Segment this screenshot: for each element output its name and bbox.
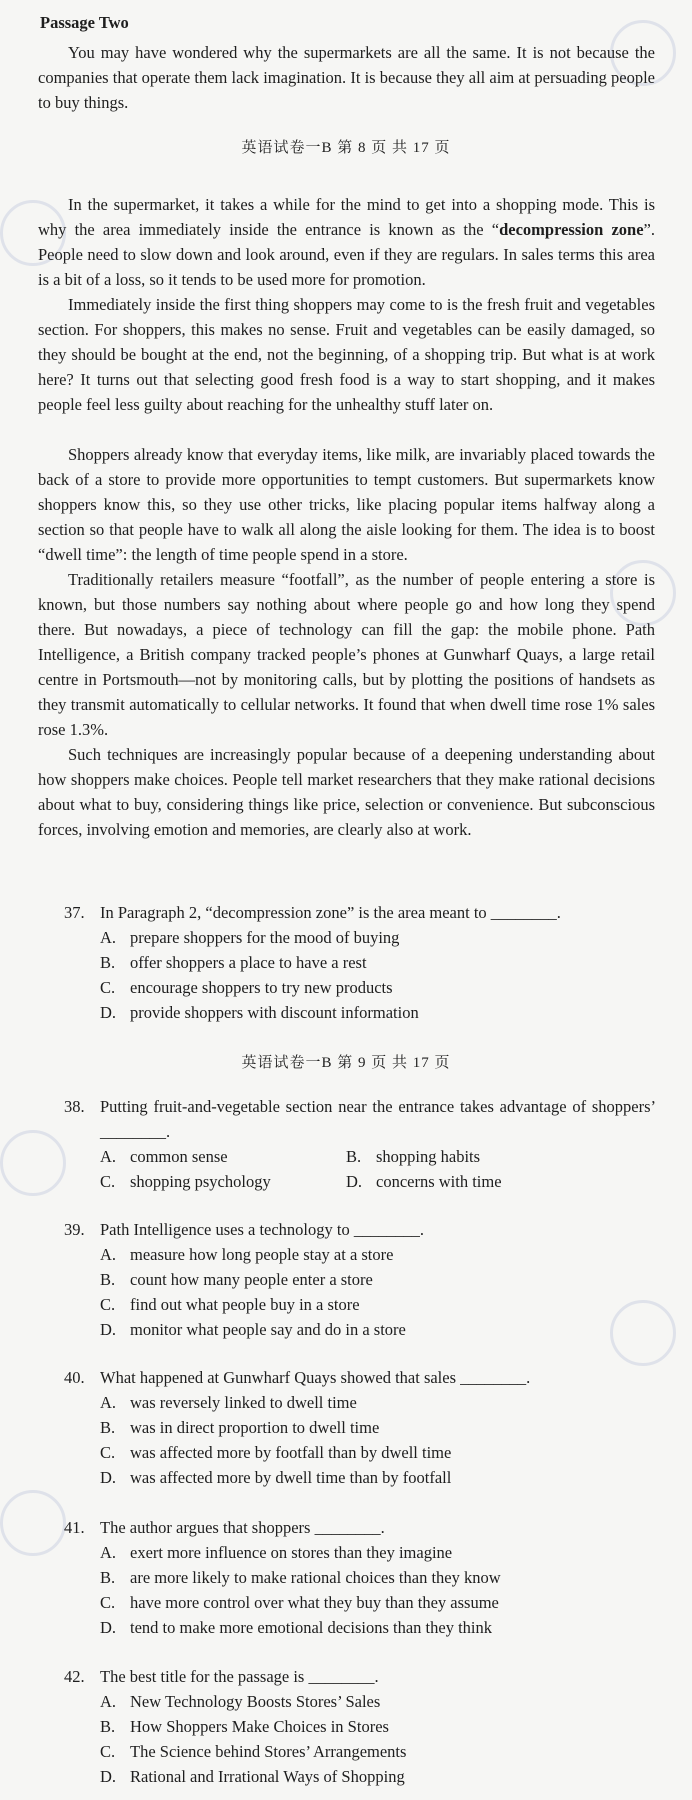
- option-letter: A.: [100, 1393, 117, 1412]
- option-a[interactable]: [64, 1390, 656, 1415]
- option-text: was affected more by dwell time than by footfall: [130, 1468, 452, 1487]
- option-letter: A.: [100, 1692, 117, 1711]
- option-a[interactable]: [64, 1540, 656, 1565]
- intro-paragraph: You may have wondered why the supermarkets are all the same. It is not because the companies that operate them lack imagination. It is because they all aim at persuading people to buy things.: [38, 43, 655, 112]
- option-letter: A.: [100, 1543, 117, 1562]
- option-d[interactable]: [64, 1615, 656, 1640]
- option-letter: D.: [100, 1767, 117, 1786]
- question-number: 38.: [64, 1097, 85, 1116]
- option-c[interactable]: [64, 1739, 656, 1764]
- option-letter: C.: [100, 978, 116, 997]
- option-letter: B.: [100, 1717, 116, 1736]
- option-text: was in direct proportion to dwell time: [130, 1418, 380, 1437]
- option-d[interactable]: [64, 1764, 656, 1789]
- option-letter: B.: [346, 1147, 362, 1166]
- option-a[interactable]: [64, 925, 656, 950]
- question-41: [64, 1515, 656, 1640]
- option-text: offer shoppers a place to have a rest: [130, 953, 367, 972]
- option-a[interactable]: [100, 1144, 346, 1169]
- option-letter: B.: [100, 1568, 116, 1587]
- option-text: find out what people buy in a store: [130, 1295, 360, 1314]
- option-d[interactable]: [64, 1317, 656, 1342]
- option-letter: A.: [100, 928, 117, 947]
- option-text: prepare shoppers for the mood of buying: [130, 928, 400, 947]
- option-text: common sense: [130, 1147, 228, 1166]
- option-text: exert more influence on stores than they imagine: [130, 1543, 453, 1562]
- question-number: 41.: [64, 1518, 85, 1537]
- option-letter: D.: [100, 1618, 117, 1637]
- question-text: What happened at Gunwharf Quays showed that sales ________.: [100, 1368, 531, 1387]
- question-39: [64, 1217, 656, 1342]
- option-b[interactable]: [64, 1714, 656, 1739]
- option-text: count how many people enter a store: [130, 1270, 373, 1289]
- question-37: [64, 900, 656, 1025]
- option-b[interactable]: [346, 1144, 592, 1169]
- option-text: are more likely to make rational choices than they know: [130, 1568, 501, 1587]
- option-a[interactable]: [64, 1689, 656, 1714]
- paragraph-2: Immediately inside the first thing shoppers may come to is the fresh fruit and vegetables section. For shoppers, this makes no sense. Fruit and vegetables can be easily damaged, so they should be bought at the end, not the beginning, of a shopping trip. But what is at work here? It turns out that selecting good fresh food is a way to start shopping, and it makes people feel less guilty about reaching for the unhealthy stuff later on.: [38, 295, 655, 414]
- option-letter: C.: [100, 1593, 116, 1612]
- question-text: The author argues that shoppers ________.: [100, 1518, 385, 1537]
- option-letter: C.: [100, 1443, 116, 1462]
- option-text: provide shoppers with discount information: [130, 1003, 419, 1022]
- option-letter: B.: [100, 1418, 116, 1437]
- question-number: 37.: [64, 903, 85, 922]
- option-text: concerns with time: [376, 1172, 502, 1191]
- option-text: shopping psychology: [130, 1172, 271, 1191]
- option-letter: A.: [100, 1147, 117, 1166]
- option-letter: C.: [100, 1742, 116, 1761]
- question-text: Path Intelligence uses a technology to ________.: [100, 1220, 424, 1239]
- option-c[interactable]: [100, 1169, 346, 1194]
- decompression-zone-term: decompression zone: [499, 220, 644, 239]
- option-letter: B.: [100, 953, 116, 972]
- question-text: Putting fruit-and-vegetable section near the entrance takes advantage of shoppers’ ________.: [100, 1097, 656, 1141]
- option-c[interactable]: [64, 1590, 656, 1615]
- question-42: [64, 1664, 656, 1789]
- option-b[interactable]: [64, 1565, 656, 1590]
- option-letter: D.: [346, 1172, 363, 1191]
- option-b[interactable]: [64, 1267, 656, 1292]
- passage-title: Passage Two: [40, 13, 129, 32]
- watermark-seal-icon: [0, 1490, 66, 1556]
- option-c[interactable]: [64, 1292, 656, 1317]
- option-text: The Science behind Stores’ Arrangements: [130, 1742, 407, 1761]
- option-letter: C.: [100, 1172, 116, 1191]
- option-b[interactable]: [64, 950, 656, 975]
- option-b[interactable]: [64, 1415, 656, 1440]
- option-text: shopping habits: [376, 1147, 481, 1166]
- paragraph-1: [38, 192, 655, 292]
- option-text: was reversely linked to dwell time: [130, 1393, 357, 1412]
- question-number: 42.: [64, 1667, 85, 1686]
- page-footer-8: 英语试卷一B 第 8 页 共 17 页: [241, 140, 451, 156]
- paragraph-1-text: In the supermarket, it takes a while for the mind to get into a shopping mode. This is why the area immediately inside the entrance is known as the “: [38, 195, 655, 239]
- option-text: New Technology Boosts Stores’ Sales: [130, 1692, 381, 1711]
- paragraph-3: Shoppers already know that everyday items, like milk, are invariably placed towards the back of a store to provide more opportunities to tempt customers. But supermarkets know shoppers know this, so they use other tricks, like placing popular items halfway along a section so that people have to walk all along the aisle looking for them. The idea is to boost “dwell time”: the length of time people spend in a store.: [38, 445, 655, 564]
- option-text: Rational and Irrational Ways of Shopping: [130, 1767, 405, 1786]
- paragraph-4: Traditionally retailers measure “footfall”, as the number of people entering a store is known, but those numbers say nothing about where people go and how long they spend there. But nowadays, a piece of technology can fill the gap: the mobile phone. Path Intelligence, a British company tracked people’s phones at Gunwharf Quays, a large retail centre in Portsmouth—not by monitoring calls, but by plotting the positions of handsets as they transmit automatically to cellular networks. It found that when dwell time rose 1% sales rose 1.3%.: [38, 570, 655, 739]
- paragraph-5: Such techniques are increasingly popular because of a deepening understanding about how shoppers make choices. People tell market researchers that they make rational decisions about what to buy, considering things like price, selection or convenience. But subconscious forces, involving emotion and memories, are clearly also at work.: [38, 745, 655, 839]
- question-38: [64, 1094, 656, 1194]
- option-d[interactable]: [346, 1169, 592, 1194]
- option-text: monitor what people say and do in a store: [130, 1320, 406, 1339]
- option-a[interactable]: [64, 1242, 656, 1267]
- option-c[interactable]: [64, 1440, 656, 1465]
- paragraph-1-text-end: ”. People need to slow down and look around, even if they are regulars. In sales terms this area is a bit of a loss, so it tends to be used more for promotion.: [38, 220, 655, 289]
- option-text: was affected more by footfall than by dwell time: [130, 1443, 452, 1462]
- option-text: measure how long people stay at a store: [130, 1245, 394, 1264]
- question-text: In Paragraph 2, “decompression zone” is the area meant to ________.: [100, 903, 561, 922]
- question-number: 40.: [64, 1368, 85, 1387]
- watermark-seal-icon: [0, 1130, 66, 1196]
- option-letter: D.: [100, 1003, 117, 1022]
- question-40: [64, 1365, 656, 1490]
- question-number: 39.: [64, 1220, 85, 1239]
- option-letter: D.: [100, 1468, 117, 1487]
- option-text: encourage shoppers to try new products: [130, 978, 393, 997]
- option-letter: C.: [100, 1295, 116, 1314]
- option-d[interactable]: [64, 1465, 656, 1490]
- option-letter: B.: [100, 1270, 116, 1289]
- option-c[interactable]: [64, 975, 656, 1000]
- option-letter: A.: [100, 1245, 117, 1264]
- option-letter: D.: [100, 1320, 117, 1339]
- option-text: tend to make more emotional decisions than they think: [130, 1618, 493, 1637]
- option-text: have more control over what they buy than they assume: [130, 1593, 499, 1612]
- page-footer-9: 英语试卷一B 第 9 页 共 17 页: [241, 1055, 451, 1071]
- option-d[interactable]: [64, 1000, 656, 1025]
- question-text: The best title for the passage is ________.: [100, 1667, 379, 1686]
- option-text: How Shoppers Make Choices in Stores: [130, 1717, 389, 1736]
